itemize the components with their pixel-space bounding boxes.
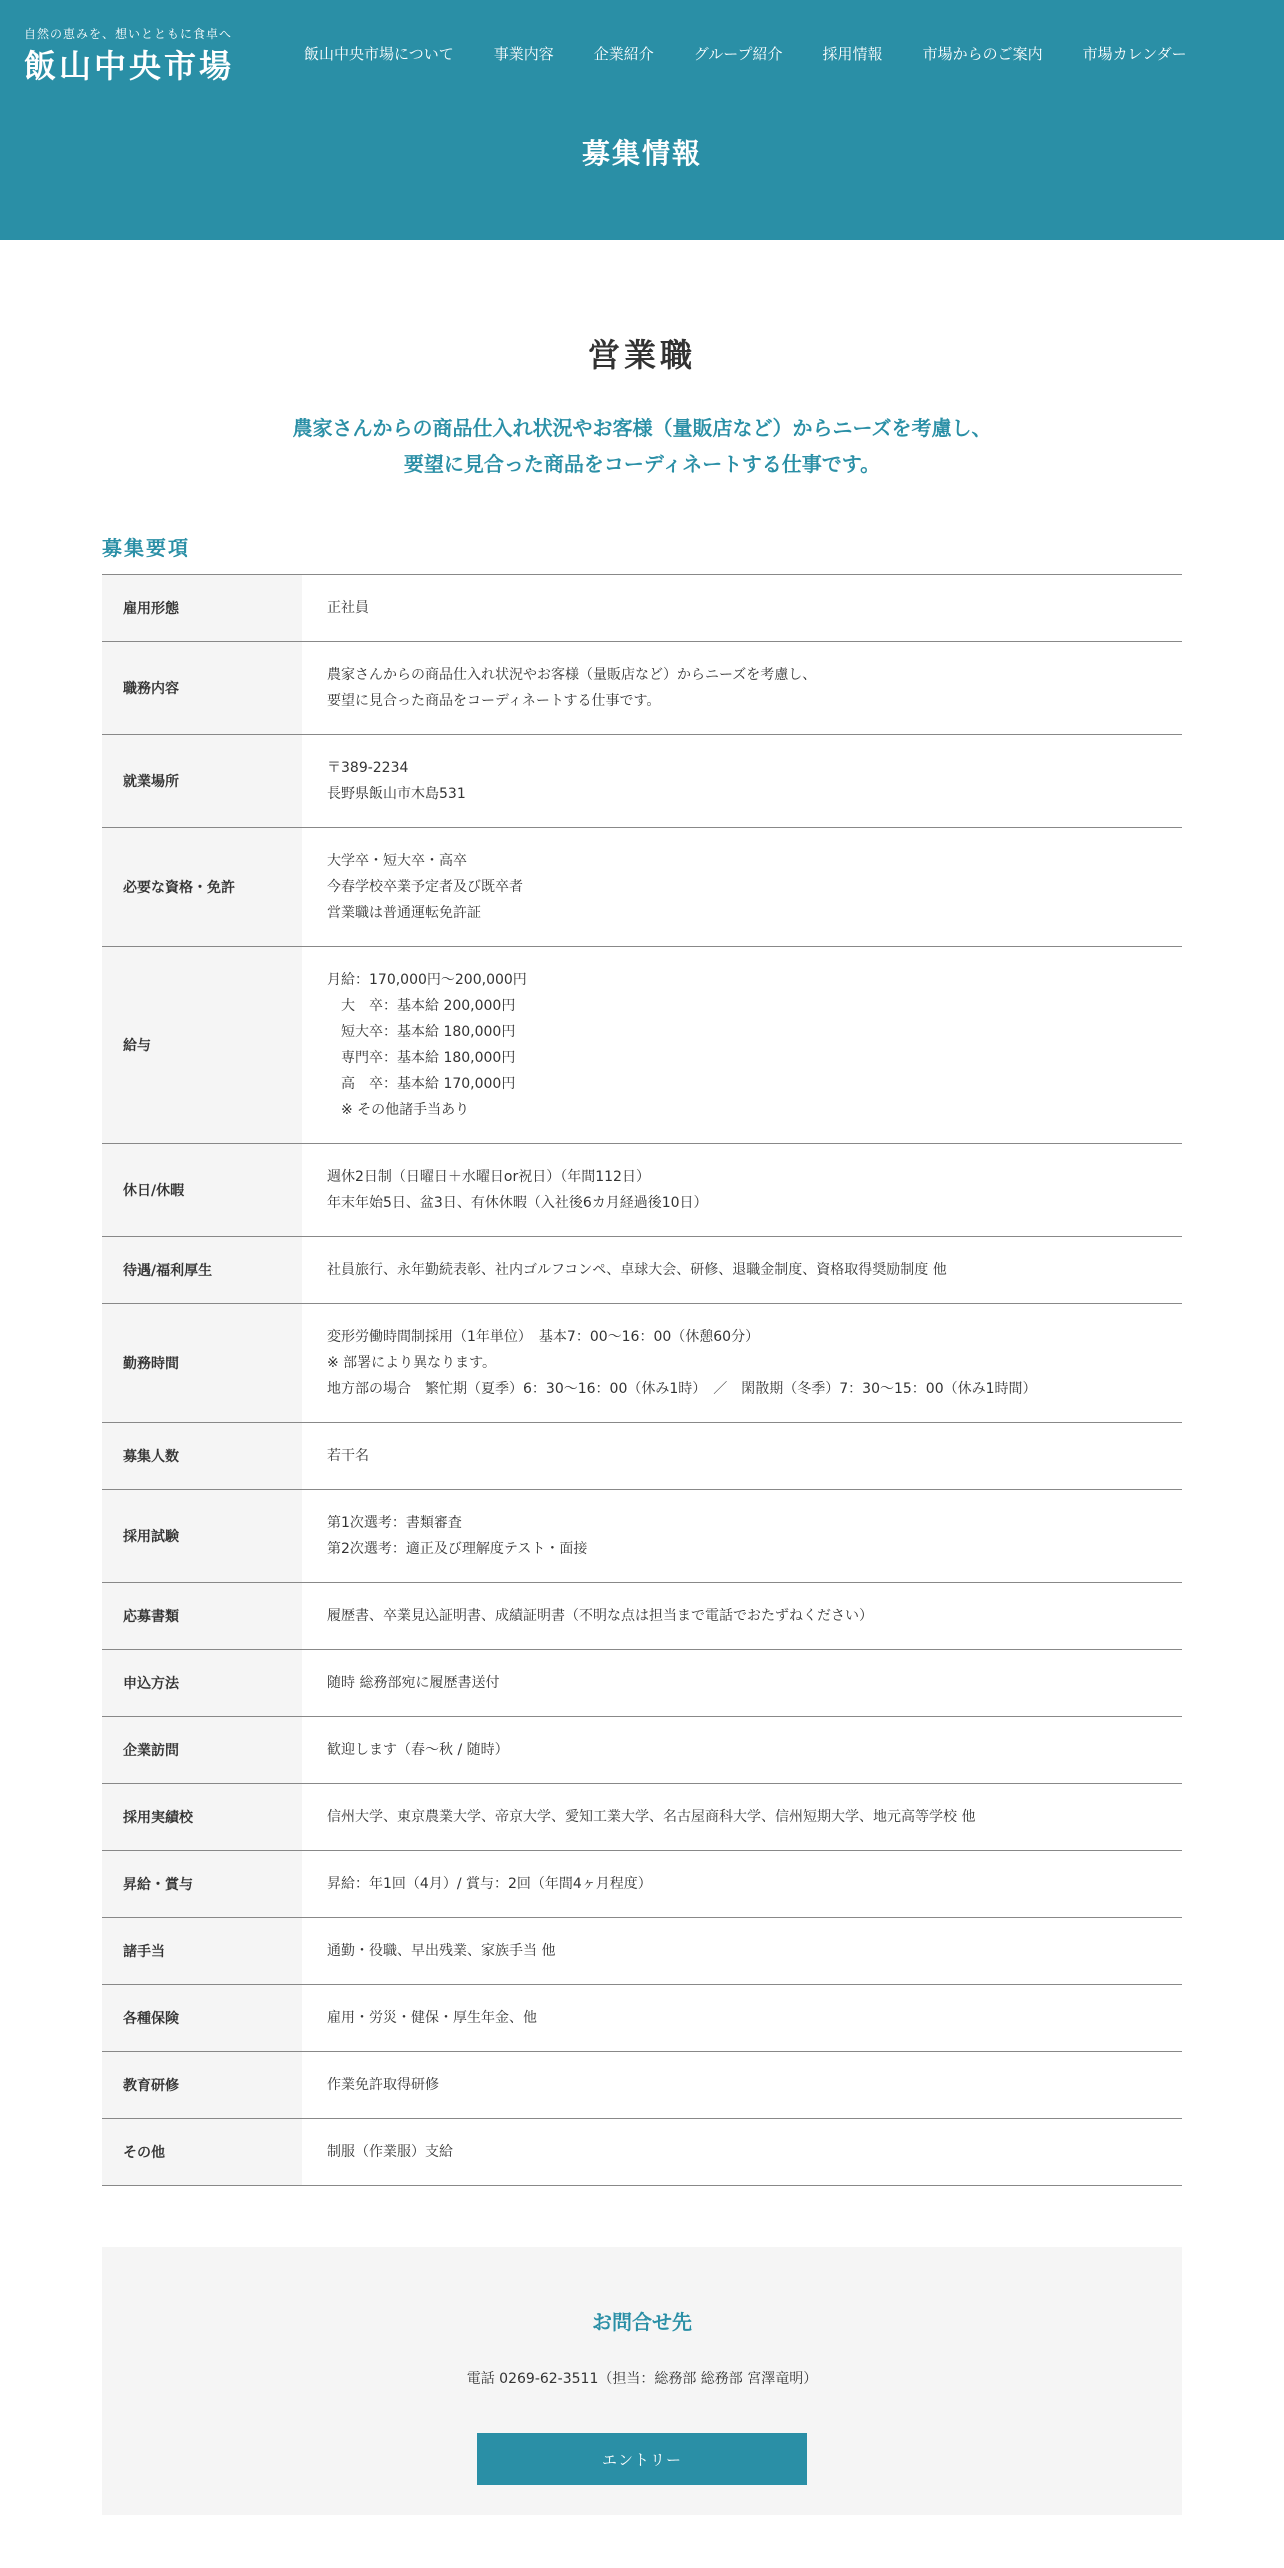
table-row <box>102 1583 1182 1650</box>
table-row <box>102 1423 1182 1490</box>
job-title: 営業職 <box>587 336 696 374</box>
row-label: 就業場所 <box>102 735 302 827</box>
row-label: 各種保険 <box>102 1985 302 2051</box>
table-row <box>102 1985 1182 2052</box>
table-row <box>102 735 1182 828</box>
row-label: 待遇/福利厚生 <box>102 1237 302 1303</box>
requirements-table <box>102 574 1182 2186</box>
contact-phone: 電話 0269-62-3511（担当：総務部 総務部 宮澤竜明） <box>466 2371 818 2387</box>
nav-item-6[interactable]: 市場からのご案内 <box>922 45 1043 63</box>
row-value <box>302 1423 1182 1489</box>
row-value-line: 通勤・役職、早出残業、家族手当 他 <box>327 1943 556 1959</box>
row-value <box>302 828 1182 946</box>
row-value-line: 短大卒：基本給 180,000円 <box>327 1024 516 1040</box>
table-row <box>102 1650 1182 1717</box>
page-title: 募集情報 <box>581 137 702 170</box>
row-value <box>302 1918 1182 1984</box>
row-value-line: ※ 部署により異なります。 <box>327 1355 497 1371</box>
row-value-line: 作業免許取得研修 <box>327 2077 439 2093</box>
row-label: 応募書類 <box>102 1583 302 1649</box>
row-label: その他 <box>102 2119 302 2185</box>
row-label: 採用実績校 <box>102 1784 302 1850</box>
row-value-line: 年末年始5日、盆3日、有休休暇（入社後6カ月経過後10日） <box>327 1195 708 1211</box>
row-value-line: 社員旅行、永年勤続表彰、社内ゴルフコンペ、卓球大会、研修、退職金制度、資格取得奨励制度 他 <box>327 1262 947 1278</box>
nav-item-3[interactable]: 企業紹介 <box>593 45 654 63</box>
row-label: 昇給・賞与 <box>102 1851 302 1917</box>
nav-item-7[interactable]: 市場カレンダー <box>1082 45 1187 63</box>
row-value <box>302 1304 1182 1422</box>
row-value-line: 若干名 <box>327 1448 369 1464</box>
row-value <box>302 735 1182 827</box>
site-logo[interactable] <box>24 26 234 86</box>
row-value-line: 第2次選考：適正及び理解度テスト・面接 <box>327 1541 588 1557</box>
row-value-line: 随時 総務部宛に履歴書送付 <box>327 1675 500 1691</box>
table-row <box>102 575 1182 642</box>
row-value-line: 昇給：年1回（4月）/ 賞与：2回（年間4ヶ月程度） <box>327 1876 652 1892</box>
row-label: 採用試験 <box>102 1490 302 1582</box>
nav-item-1[interactable]: 飯山中央市場について <box>304 45 454 63</box>
logo-name: 飯山中央市場 <box>24 47 235 85</box>
row-value <box>302 1985 1182 2051</box>
row-value-line: 地方部の場合 繁忙期（夏季）6：30〜16：00（休み1時） ／ 閑散期（冬季）7：30〜15：00（休み1時間） <box>327 1381 1037 1397</box>
table-row <box>102 828 1182 947</box>
row-value-line: 大 卒：基本給 200,000円 <box>327 998 516 1014</box>
row-value-line: 営業職は普通運転免許証 <box>327 905 481 921</box>
job-lead-line: 要望に見合った商品をコーディネートする仕事です。 <box>403 452 881 476</box>
row-value-line: 正社員 <box>327 600 369 616</box>
table-row <box>102 2119 1182 2186</box>
table-row <box>102 2052 1182 2119</box>
row-value <box>302 575 1182 641</box>
table-row <box>102 642 1182 735</box>
row-value <box>302 1851 1182 1917</box>
global-nav <box>284 42 1207 66</box>
row-label: 募集人数 <box>102 1423 302 1489</box>
row-value-line: 第1次選考：書類審査 <box>327 1515 462 1531</box>
row-label: 給与 <box>102 947 302 1143</box>
table-row <box>102 947 1182 1144</box>
row-value-line: 履歴書、卒業見込証明書、成績証明書（不明な点は担当まで電話でおたずねください） <box>327 1608 873 1624</box>
table-row <box>102 1918 1182 1985</box>
row-value <box>302 2119 1182 2185</box>
row-label: 必要な資格・免許 <box>102 828 302 946</box>
row-value-line: ※ その他諸手当あり <box>327 1102 470 1118</box>
nav-item-2[interactable]: 事業内容 <box>493 45 554 63</box>
row-label: 諸手当 <box>102 1918 302 1984</box>
job-lead-line: 農家さんからの商品仕入れ状況やお客様（量販店など）からニーズを考慮し、 <box>292 416 992 440</box>
job-lead <box>0 410 1284 482</box>
row-value <box>302 2052 1182 2118</box>
row-value-line: 今春学校卒業予定者及び既卒者 <box>327 879 523 895</box>
row-value <box>302 947 1182 1143</box>
row-value-line: 変形労働時間制採用（1年単位） 基本7：00～16：00（休憩60分） <box>327 1329 760 1345</box>
row-value-line: 高 卒：基本給 170,000円 <box>327 1076 516 1092</box>
hero-header <box>0 0 1284 240</box>
table-row <box>102 1717 1182 1784</box>
table-row <box>102 1490 1182 1583</box>
row-value <box>302 1583 1182 1649</box>
row-value-line: 週休2日制（日曜日＋水曜日or祝日）（年間112日） <box>327 1169 650 1185</box>
row-value <box>302 642 1182 734</box>
row-label: 企業訪問 <box>102 1717 302 1783</box>
table-row <box>102 1237 1182 1304</box>
row-value-line: 長野県飯山市木島531 <box>327 786 466 802</box>
row-label: 教育研修 <box>102 2052 302 2118</box>
row-value-line: 要望に見合った商品をコーディネートする仕事です。 <box>327 693 661 709</box>
row-label: 勤務時間 <box>102 1304 302 1422</box>
contact-title: お問合せ先 <box>592 2310 692 2334</box>
row-value-line: 歓迎します（春〜秋 / 随時） <box>327 1742 509 1758</box>
row-value <box>302 1784 1182 1850</box>
contact-section <box>102 2247 1182 2515</box>
nav-item-5[interactable]: 採用情報 <box>822 45 883 63</box>
row-value-line: 専門卒：基本給 180,000円 <box>327 1050 516 1066</box>
nav-item-4[interactable]: グループ紹介 <box>693 45 783 63</box>
row-value <box>302 1717 1182 1783</box>
row-value-line: 雇用・労災・健保・厚生年金、他 <box>327 2010 537 2026</box>
row-value <box>302 1237 1182 1303</box>
row-label: 休日/休暇 <box>102 1144 302 1236</box>
section-heading-requirements: 募集要項 <box>102 536 190 560</box>
row-value-line: 農家さんからの商品仕入れ状況やお客様（量販店など）からニーズを考慮し、 <box>327 667 817 683</box>
row-label: 雇用形態 <box>102 575 302 641</box>
row-value-line: 制服（作業服）支給 <box>327 2144 453 2160</box>
row-value-line: 大学卒・短大卒・高卒 <box>327 853 467 869</box>
row-value-line: 月給：170,000円〜200,000円 <box>327 972 527 988</box>
table-row <box>102 1304 1182 1423</box>
row-value-line: 〒389-2234 <box>327 760 409 776</box>
table-row <box>102 1851 1182 1918</box>
row-value <box>302 1650 1182 1716</box>
table-row <box>102 1784 1182 1851</box>
logo-tagline: 自然の恵みを、想いとともに食卓へ <box>24 27 233 41</box>
entry-button[interactable]: エントリー <box>477 2433 807 2485</box>
row-value <box>302 1490 1182 1582</box>
table-row <box>102 1144 1182 1237</box>
row-label: 申込方法 <box>102 1650 302 1716</box>
row-value <box>302 1144 1182 1236</box>
row-label: 職務内容 <box>102 642 302 734</box>
row-value-line: 信州大学、東京農業大学、帝京大学、愛知工業大学、名古屋商科大学、信州短期大学、地元高等学校 他 <box>327 1809 976 1825</box>
